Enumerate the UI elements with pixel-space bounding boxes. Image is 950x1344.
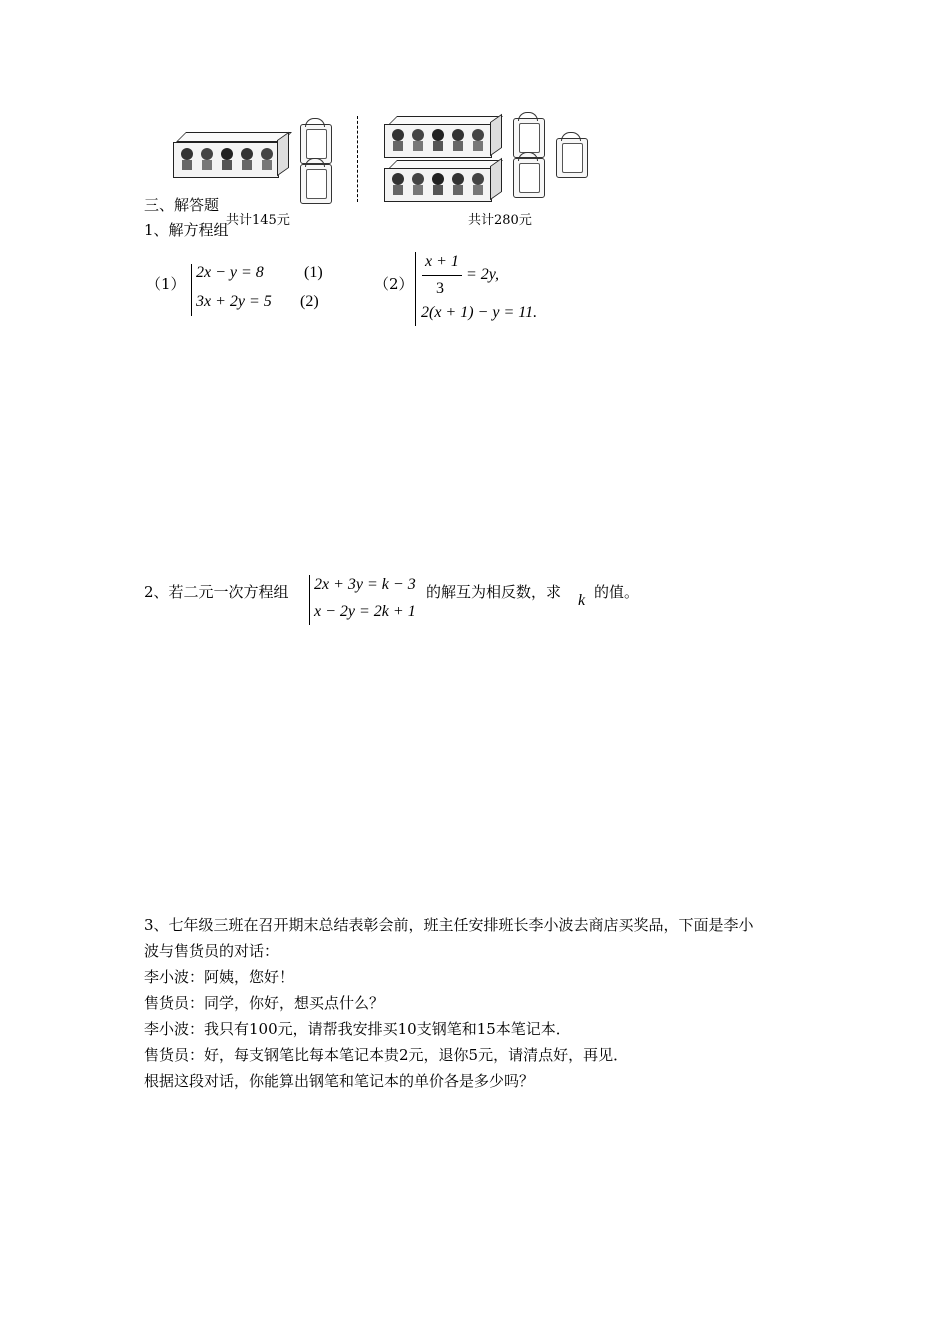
figure-divider: [357, 116, 358, 202]
q1-part1-eq2: 3x + 2y = 5: [196, 293, 272, 310]
q1-part2-eq1-rhs: = 2y,: [466, 266, 500, 283]
section-title: 三、解答题: [144, 196, 220, 214]
q2-suffix-b: 的值。: [594, 583, 640, 601]
q3-line5: 李小波：我只有100元，请帮我安排买10支钢笔和15本笔记本．: [144, 1020, 571, 1038]
q3-line1: 3、七年级三班在召开期末总结表彰会前，班主任安排班长李小波去商店买奖品，下面是李小: [144, 916, 754, 934]
q2-eq1: 2x + 3y = k − 3: [314, 576, 416, 593]
q1-part2-label: （2）: [374, 275, 414, 293]
mascot-box-right-bottom: [384, 160, 504, 204]
q1-part2-frac-bar: [422, 275, 462, 276]
right-caption: 共计280元: [468, 213, 532, 228]
q1-part2-frac-den: 3: [436, 280, 444, 297]
q1-label: 1、解方程组: [144, 221, 229, 239]
q1-part2-eq2: 2(x + 1) − y = 11.: [421, 304, 538, 321]
q3-line6: 售货员：好，每支钢笔比每本笔记本贵2元，退你5元，请清点好，再见．: [144, 1046, 629, 1064]
q3-line4: 售货员：同学，你好，想买点什么？: [144, 994, 385, 1012]
medal-icon: [513, 158, 545, 198]
q1-part1-eq1-tag: (1): [304, 264, 323, 281]
q3-line2: 波与售货员的对话：: [144, 942, 280, 960]
q3-line7: 根据这段对话，你能算出钢笔和笔记本的单价各是多少吗？: [144, 1072, 535, 1090]
q2-eq2: x − 2y = 2k + 1: [314, 603, 416, 620]
q2-prefix: 2、若二元一次方程组: [144, 583, 289, 601]
medal-icon: [556, 138, 588, 178]
q3-line3: 李小波：阿姨，您好！: [144, 968, 295, 986]
q2-suffix-a: 的解互为相反数，求: [426, 583, 562, 601]
q1-part1-brace: [191, 264, 192, 316]
q2-brace: [309, 575, 310, 625]
q1-part2-brace: [415, 252, 416, 326]
medal-icon: [300, 164, 332, 204]
q1-part1-eq2-tag: (2): [300, 293, 319, 310]
left-caption: 共计145元: [226, 213, 290, 228]
q1-part1-eq1: 2x − y = 8: [196, 264, 264, 281]
q1-part1-label: （1）: [146, 275, 186, 293]
mascot-box-right-top: [384, 116, 504, 160]
q2-var: k: [578, 592, 586, 609]
q1-part2-frac-num: x + 1: [425, 253, 459, 270]
mascot-box-left: [173, 132, 293, 182]
